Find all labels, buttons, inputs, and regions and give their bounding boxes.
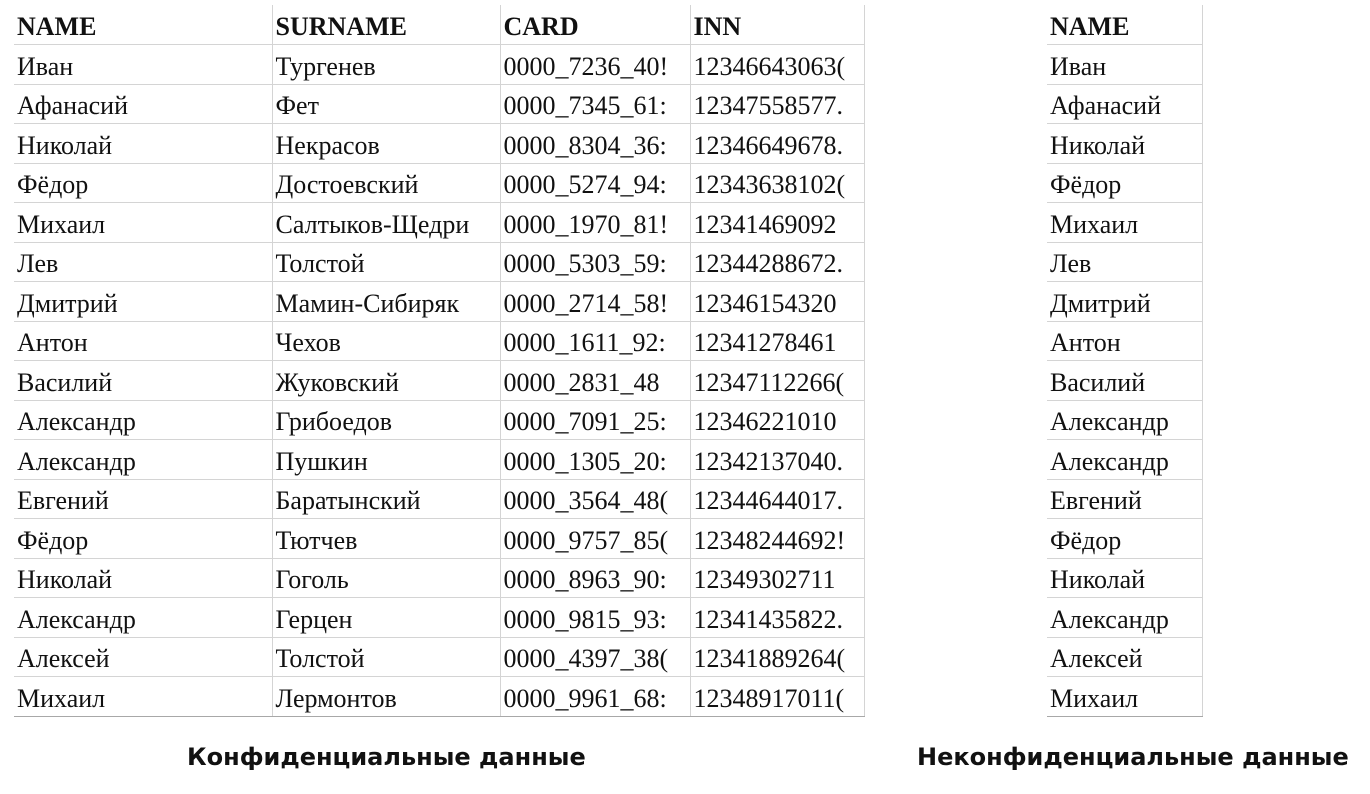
header-row	[14, 5, 864, 45]
table-row	[1047, 479, 1202, 519]
table-row	[1047, 282, 1202, 322]
table-row	[1047, 637, 1202, 677]
table-row	[1047, 598, 1202, 638]
cell-card[interactable]: 0000_1611_92:	[500, 321, 690, 361]
cell-inn[interactable]: 12348917011(	[690, 677, 864, 717]
table-row	[14, 124, 864, 164]
confidential-caption: Конфиденциальные данные	[187, 743, 586, 771]
table-row	[14, 677, 864, 717]
cell-card[interactable]: 0000_4397_38(	[500, 637, 690, 677]
cell-inn[interactable]: 12347112266(	[690, 361, 864, 401]
cell-inn[interactable]: 12349302711	[690, 558, 864, 598]
cell-name[interactable]: Иван	[1047, 45, 1202, 85]
cell-name[interactable]: Антон	[14, 321, 272, 361]
cell-surname[interactable]: Толстой	[272, 637, 500, 677]
table-row	[1047, 519, 1202, 559]
cell-card[interactable]: 0000_8963_90:	[500, 558, 690, 598]
column-header-surname[interactable]: SURNAME	[272, 5, 500, 45]
cell-inn[interactable]: 12346154320	[690, 282, 864, 322]
cell-card[interactable]: 0000_7345_61:	[500, 84, 690, 124]
table-row	[1047, 321, 1202, 361]
column-header-name[interactable]: NAME	[1047, 5, 1202, 45]
table-row	[1047, 163, 1202, 203]
cell-inn[interactable]: 12341889264(	[690, 637, 864, 677]
cell-card[interactable]: 0000_1305_20:	[500, 440, 690, 480]
cell-card[interactable]: 0000_1970_81!	[500, 203, 690, 243]
cell-surname[interactable]: Достоевский	[272, 163, 500, 203]
cell-name[interactable]: Алексей	[14, 637, 272, 677]
cell-name[interactable]: Николай	[1047, 558, 1202, 598]
cell-name[interactable]: Николай	[14, 558, 272, 598]
table-row	[14, 637, 864, 677]
table-row	[14, 440, 864, 480]
table-row	[14, 84, 864, 124]
cell-name[interactable]: Александр	[1047, 598, 1202, 638]
cell-surname[interactable]: Баратынский	[272, 479, 500, 519]
table-row	[14, 282, 864, 322]
cell-name[interactable]: Дмитрий	[14, 282, 272, 322]
cell-name[interactable]: Фёдор	[14, 163, 272, 203]
cell-name[interactable]: Фёдор	[1047, 519, 1202, 559]
table-row	[14, 361, 864, 401]
cell-surname[interactable]: Некрасов	[272, 124, 500, 164]
cell-name[interactable]: Афанасий	[14, 84, 272, 124]
cell-surname[interactable]: Грибоедов	[272, 400, 500, 440]
cell-name[interactable]: Фёдор	[1047, 163, 1202, 203]
table-row	[1047, 400, 1202, 440]
cell-surname[interactable]: Чехов	[272, 321, 500, 361]
cell-name[interactable]: Дмитрий	[1047, 282, 1202, 322]
table-row	[1047, 45, 1202, 85]
table-row	[1047, 558, 1202, 598]
cell-inn[interactable]: 12342137040.	[690, 440, 864, 480]
table-row	[1047, 203, 1202, 243]
nonconfidential-data-table	[1047, 5, 1203, 717]
cell-card[interactable]: 0000_2831_48	[500, 361, 690, 401]
cell-surname[interactable]: Гоголь	[272, 558, 500, 598]
cell-name[interactable]: Михаил	[1047, 203, 1202, 243]
cell-name[interactable]: Иван	[14, 45, 272, 85]
cell-name[interactable]: Евгений	[14, 479, 272, 519]
cell-surname[interactable]: Герцен	[272, 598, 500, 638]
table-row	[1047, 124, 1202, 164]
cell-inn[interactable]: 12344644017.	[690, 479, 864, 519]
cell-name[interactable]: Фёдор	[14, 519, 272, 559]
confidential-data-table	[14, 5, 865, 717]
table-row	[14, 479, 864, 519]
table-row	[14, 203, 864, 243]
column-header-inn[interactable]: INN	[690, 5, 864, 45]
cell-card[interactable]: 0000_5303_59:	[500, 242, 690, 282]
column-header-card[interactable]: CARD	[500, 5, 690, 45]
table-row	[14, 242, 864, 282]
table-row	[1047, 361, 1202, 401]
cell-surname[interactable]: Фет	[272, 84, 500, 124]
cell-card[interactable]: 0000_9757_85(	[500, 519, 690, 559]
table-row	[14, 45, 864, 85]
cell-card[interactable]: 0000_8304_36:	[500, 124, 690, 164]
cell-name[interactable]: Николай	[1047, 124, 1202, 164]
cell-inn[interactable]: 12341278461	[690, 321, 864, 361]
header-row	[1047, 5, 1202, 45]
cell-name[interactable]: Афанасий	[1047, 84, 1202, 124]
cell-name[interactable]: Александр	[1047, 400, 1202, 440]
table-row	[14, 558, 864, 598]
cell-name[interactable]: Александр	[14, 440, 272, 480]
cell-card[interactable]: 0000_2714_58!	[500, 282, 690, 322]
column-header-name[interactable]: NAME	[14, 5, 272, 45]
cell-name[interactable]: Лев	[1047, 242, 1202, 282]
cell-inn[interactable]: 12341435822.	[690, 598, 864, 638]
cell-card[interactable]: 0000_7091_25:	[500, 400, 690, 440]
cell-name[interactable]: Алексей	[1047, 637, 1202, 677]
cell-card[interactable]: 0000_9961_68:	[500, 677, 690, 717]
table-row	[1047, 677, 1202, 717]
cell-name[interactable]: Александр	[14, 400, 272, 440]
cell-card[interactable]: 0000_3564_48(	[500, 479, 690, 519]
table-row	[1047, 84, 1202, 124]
cell-name[interactable]: Василий	[1047, 361, 1202, 401]
cell-inn[interactable]: 12346221010	[690, 400, 864, 440]
nonconfidential-caption: Неконфиденциальные данные	[917, 743, 1349, 771]
cell-name[interactable]: Антон	[1047, 321, 1202, 361]
table-row	[14, 519, 864, 559]
cell-name[interactable]: Александр	[1047, 440, 1202, 480]
cell-inn[interactable]: 12348244692!	[690, 519, 864, 559]
cell-surname[interactable]: Лермонтов	[272, 677, 500, 717]
cell-card[interactable]: 0000_5274_94:	[500, 163, 690, 203]
cell-name[interactable]: Лев	[14, 242, 272, 282]
table-row	[14, 321, 864, 361]
cell-inn[interactable]: 12344288672.	[690, 242, 864, 282]
cell-name[interactable]: Евгений	[1047, 479, 1202, 519]
cell-name[interactable]: Михаил	[1047, 677, 1202, 717]
cell-surname[interactable]: Салтыков-Щедри	[272, 203, 500, 243]
table-row	[1047, 440, 1202, 480]
cell-inn[interactable]: 12346643063(	[690, 45, 864, 85]
cell-name[interactable]: Михаил	[14, 203, 272, 243]
cell-inn[interactable]: 12347558577.	[690, 84, 864, 124]
cell-surname[interactable]: Тургенев	[272, 45, 500, 85]
cell-name[interactable]: Михаил	[14, 677, 272, 717]
cell-surname[interactable]: Пушкин	[272, 440, 500, 480]
cell-surname[interactable]: Жуковский	[272, 361, 500, 401]
table-row	[14, 400, 864, 440]
cell-name[interactable]: Василий	[14, 361, 272, 401]
cell-inn[interactable]: 12343638102(	[690, 163, 864, 203]
cell-card[interactable]: 0000_9815_93:	[500, 598, 690, 638]
cell-name[interactable]: Николай	[14, 124, 272, 164]
cell-surname[interactable]: Толстой	[272, 242, 500, 282]
cell-surname[interactable]: Тютчев	[272, 519, 500, 559]
table-row	[1047, 242, 1202, 282]
cell-card[interactable]: 0000_7236_40!	[500, 45, 690, 85]
cell-name[interactable]: Александр	[14, 598, 272, 638]
cell-surname[interactable]: Мамин-Сибиряк	[272, 282, 500, 322]
table-row	[14, 163, 864, 203]
table-row	[14, 598, 864, 638]
cell-inn[interactable]: 12346649678.	[690, 124, 864, 164]
cell-inn[interactable]: 12341469092	[690, 203, 864, 243]
